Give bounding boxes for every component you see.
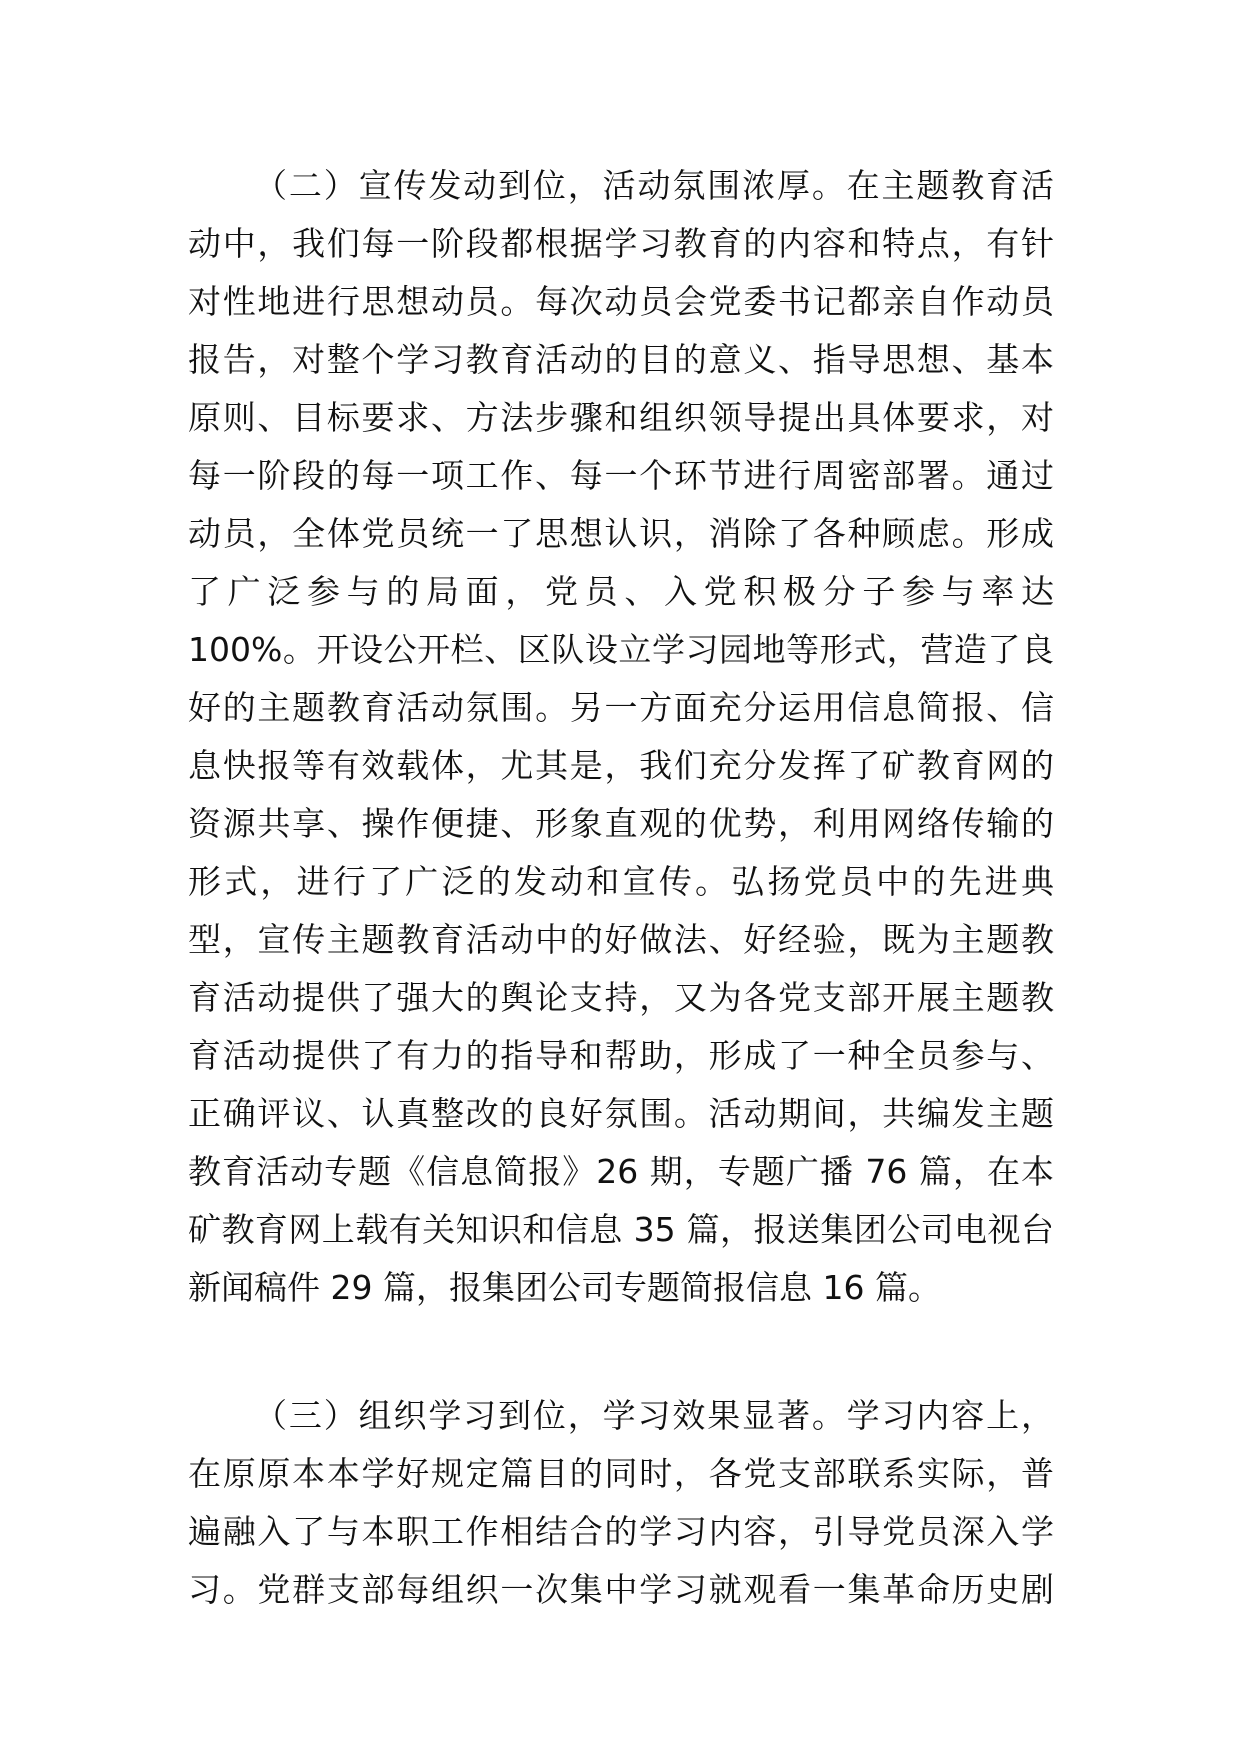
paragraph-line: 息快报等有效载体，尤其是，我们充分发挥了矿教育网的 — [188, 746, 1054, 785]
paragraph-line: 在原原本本学好规定篇目的同时，各党支部联系实际，普 — [188, 1454, 1054, 1493]
paragraph-line: 对性地进行思想动员。每次动员会党委书记都亲自作动员 — [188, 282, 1054, 321]
paragraph-line: 新闻稿件 29 篇，报集团公司专题简报信息 16 篇。 — [188, 1268, 941, 1307]
paragraph-line: 育活动提供了有力的指导和帮助，形成了一种全员参与、 — [188, 1036, 1054, 1075]
paragraph-line: 遍融入了与本职工作相结合的学习内容，引导党员深入学 — [188, 1512, 1054, 1551]
paragraph-line: 动中，我们每一阶段都根据学习教育的内容和特点，有针 — [188, 224, 1054, 263]
paragraph-line: 矿教育网上载有关知识和信息 35 篇，报送集团公司电视台 — [188, 1210, 1054, 1249]
paragraph-line: 好的主题教育活动氛围。另一方面充分运用信息简报、信 — [188, 688, 1054, 727]
paragraph-line: 原则、目标要求、方法步骤和组织领导提出具体要求，对 — [188, 398, 1054, 437]
paragraph-line: 每一阶段的每一项工作、每一个环节进行周密部署。通过 — [188, 456, 1054, 495]
paragraph-line: （三）组织学习到位，学习效果显著。学习内容上， — [254, 1396, 1054, 1435]
paragraph-line: 资源共享、操作便捷、形象直观的优势，利用网络传输的 — [188, 804, 1054, 843]
paragraph-line: 教育活动专题《信息简报》26 期，专题广播 76 篇，在本 — [188, 1152, 1054, 1191]
paragraph-line: 正确评议、认真整改的良好氛围。活动期间，共编发主题 — [188, 1094, 1054, 1133]
paragraph-line: （二）宣传发动到位，活动氛围浓厚。在主题教育活 — [254, 166, 1054, 205]
paragraph-line: 形式，进行了广泛的发动和宣传。弘扬党员中的先进典 — [188, 862, 1054, 901]
paragraph-line: 了广泛参与的局面，党员、入党积极分子参与率达 — [188, 572, 1054, 611]
paragraph-line: 100%。开设公开栏、区队设立学习园地等形式，营造了良 — [188, 630, 1054, 669]
paragraph-line: 动员，全体党员统一了思想认识，消除了各种顾虑。形成 — [188, 514, 1054, 553]
paragraph-line: 报告，对整个学习教育活动的目的意义、指导思想、基本 — [188, 340, 1054, 379]
paragraph-line: 习。党群支部每组织一次集中学习就观看一集革命历史剧 — [188, 1570, 1054, 1609]
paragraph-line: 型，宣传主题教育活动中的好做法、好经验，既为主题教 — [188, 920, 1054, 959]
paragraph-line: 育活动提供了强大的舆论支持，又为各党支部开展主题教 — [188, 978, 1054, 1017]
